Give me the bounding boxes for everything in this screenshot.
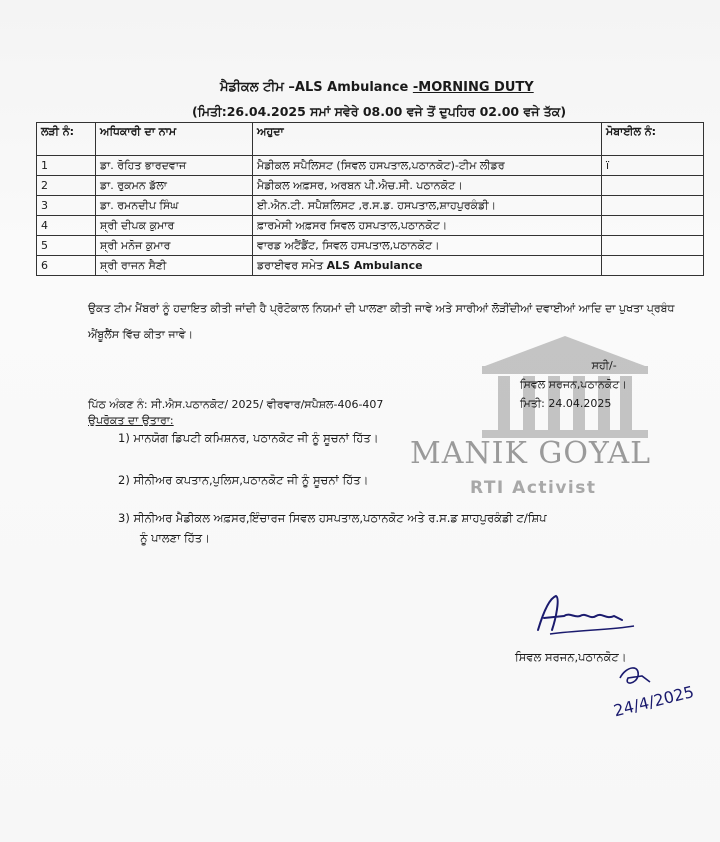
cell-mobile (602, 256, 704, 276)
instruction-paragraph: ਉਕਤ ਟੀਮ ਮੈਂਬਰਾਂ ਨੂੰ ਹਦਾਇਤ ਕੀਤੀ ਜਾਂਦੀ ਹੈ ਪ੍ਰੋਟੋਕਾਲ ਨਿਯਮਾਂ ਦੀ ਪਾਲਣਾ ਕੀਤੀ ਜਾਵੇ ਅਤੇ ਸਾਰੀਆਂ ਲੋੜੀਂਦੀਆਂ ਦਵਾਈਆਂ ਆਦਿ ਦਾ ਪੁਖਤਾ ਪ੍ਰਬੰਧ ਐਂਬੂਲੈਂਸ ਵਿੱਚ ਕੀਤਾ ਜਾਵੇ। (88, 302, 675, 341)
cell-name: ਸ਼੍ਰੀ ਰਾਜਨ ਸੈਣੀ (96, 256, 253, 276)
copy-item: 1) ਮਾਨਯੋਗ ਡਿਪਟੀ ਕਮਿਸ਼ਨਰ, ਪਠਾਨਕੋਟ ਜੀ ਨੂੰ ਸੂਚਨਾਂ ਹਿੱਤ। (118, 431, 379, 445)
table-row (37, 156, 704, 176)
copy-item: 2) ਸੀਨੀਅਰ ਕਪਤਾਨ,ਪੁਲਿਸ,ਪਠਾਨਕੋਟ ਜੀ ਨੂੰ ਸੂਚਨਾਂ ਹਿੱਤ। (118, 473, 369, 487)
cell-name: ਡਾ. ਰੋਹਿਤ ਭਾਰਦਵਾਜ (96, 156, 253, 176)
cell-designation: ਈ.ਐਨ.ਟੀ. ਸਪੈਸ਼ਲਿਸਟ ,ਰ.ਸ.ਡ. ਹਸਪਤਾਲ,ਸ਼ਾਹਪੁਰਕੰਡੀ। (253, 196, 602, 216)
header-name: ਅਧਿਕਾਰੀ ਦਾ ਨਾਮ (96, 123, 253, 156)
svg-text:24/4/2025: 24/4/2025 (611, 682, 696, 720)
cell-designation: ਮੈਡੀਕਲ ਅਫ਼ਸਰ, ਅਰਬਨ ਪੀ.ਐਚ.ਸੀ. ਪਠਾਨਕੋਟ। (253, 176, 602, 196)
table-row (37, 196, 704, 216)
office-name: ਸਿਵਲ ਸਰਜਨ,ਪਠਾਨਕੋਟ। (520, 378, 627, 391)
table-row (37, 176, 704, 196)
copy-item: 3) ਸੀਨੀਅਰ ਮੈਡੀਕਲ ਅਫ਼ਸਰ,ਇੰਚਾਰਜ ਸਿਵਲ ਹਸਪਤਾਲ,ਪਠਾਨਕੋਟ ਅਤੇ ਰ.ਸ.ਡ ਸ਼ਾਹਪੁਰਕੰਡੀ ਟ/ਸ਼ਿਪ (118, 511, 547, 525)
cell-designation: ਮੈਡੀਕਲ ਸਪੈਲਿਸਟ (ਸਿਵਲ ਹਸਪਤਾਲ,ਪਠਾਨਕੋਟ)-ਟੀਮ ਲੀਡਰ (253, 156, 602, 176)
cell-designation: ਵਾਰਡ ਅਟੈਂਡੈਂਟ, ਸਿਵਲ ਹਸਪਤਾਲ,ਪਠਾਨਕੋਟ। (253, 236, 602, 256)
watermark-tagline: RTI Activist (470, 478, 597, 498)
signed-text: ਸਹੀ/- (591, 359, 617, 372)
cell-mobile (602, 216, 704, 236)
cell-designation: ਫ਼ਾਰਮੇਸੀ ਅਫ਼ਸਰ ਸਿਵਲ ਹਸਪਤਾਲ,ਪਠਾਨਕੋਟ। (253, 216, 602, 236)
cell-designation (253, 256, 602, 276)
designation-prefix: ਡਰਾਈਵਰ ਸਮੇਤ (257, 258, 324, 272)
reference-number: ਪਿੱਠ ਅੰਕਣ ਨੰ: ਸੀ.ਐਸ.ਪਠਾਨਕੋਟ/ 2025/ ਵੀਰਵਾਰ/ਸਪੈਸ਼ਲ-406-407 (88, 398, 384, 411)
header-sr: ਲੜੀ ਨੰ: (37, 123, 96, 156)
cell-name: ਡਾ. ਰਮਨਦੀਪ ਸਿੰਘ (96, 196, 253, 216)
handwritten-date-initials (590, 660, 700, 720)
cell-sr: 3 (37, 196, 96, 216)
table-row (37, 256, 704, 276)
header-designation: ਅਹੁਦਾ (253, 123, 602, 156)
office-name-bottom: ਸਿਵਲ ਸਰਜਨ,ਪਠਾਨਕੋਟ। (515, 650, 627, 664)
watermark-name: MANIK GOYAL (410, 436, 652, 471)
cell-sr: 2 (37, 176, 96, 196)
cell-name: ਡਾ. ਰੁਕਮਨ ਡੱਲਾ (96, 176, 253, 196)
designation-bold: ALS Ambulance (326, 258, 423, 272)
cell-mobile (602, 176, 704, 196)
table-header-row (37, 123, 704, 156)
header-mobile: ਮੋਬਾਈਲ ਨੰ: (602, 123, 704, 156)
signature-block-top (520, 356, 627, 413)
cell-sr: 4 (37, 216, 96, 236)
handwritten-signature (530, 590, 640, 640)
cell-mobile (602, 196, 704, 216)
table-row (37, 216, 704, 236)
copy-to-label: ਉਪਰੋਕਤ ਦਾ ਉਤਾਰਾ: (88, 414, 174, 427)
duty-table (36, 122, 704, 276)
table-row (37, 236, 704, 256)
cell-name: ਸ਼੍ਰੀ ਦੀਪਕ ਕੁਮਾਰ (96, 216, 253, 236)
document-title (220, 80, 534, 95)
cell-sr: 6 (37, 256, 96, 276)
copy-item-continued: ਨੂੰ ਪਾਲਣਾ ਹਿੱਤ। (140, 531, 210, 545)
title-duty: -MORNING DUTY (412, 80, 534, 95)
cell-sr: 1 (37, 156, 96, 176)
issue-date: ਮਿਤੀ: 24.04.2025 (520, 397, 612, 410)
title-prefix: ਮੈਡੀਕਲ ਟੀਮ –ALS Ambulance (220, 80, 409, 95)
cell-mobile: ï (602, 156, 704, 176)
document-subtitle: (ਮਿਤੀ:26.04.2025 ਸਮਾਂ ਸਵੇਰੇ 08.00 ਵਜੇ ਤੋਂ ਦੁਪਹਿਰ 02.00 ਵਜੇ ਤੱਕ) (192, 104, 567, 119)
cell-mobile (602, 236, 704, 256)
cell-sr: 5 (37, 236, 96, 256)
cell-name: ਸ਼੍ਰੀ ਮਨੋਜ ਕੁਮਾਰ (96, 236, 253, 256)
